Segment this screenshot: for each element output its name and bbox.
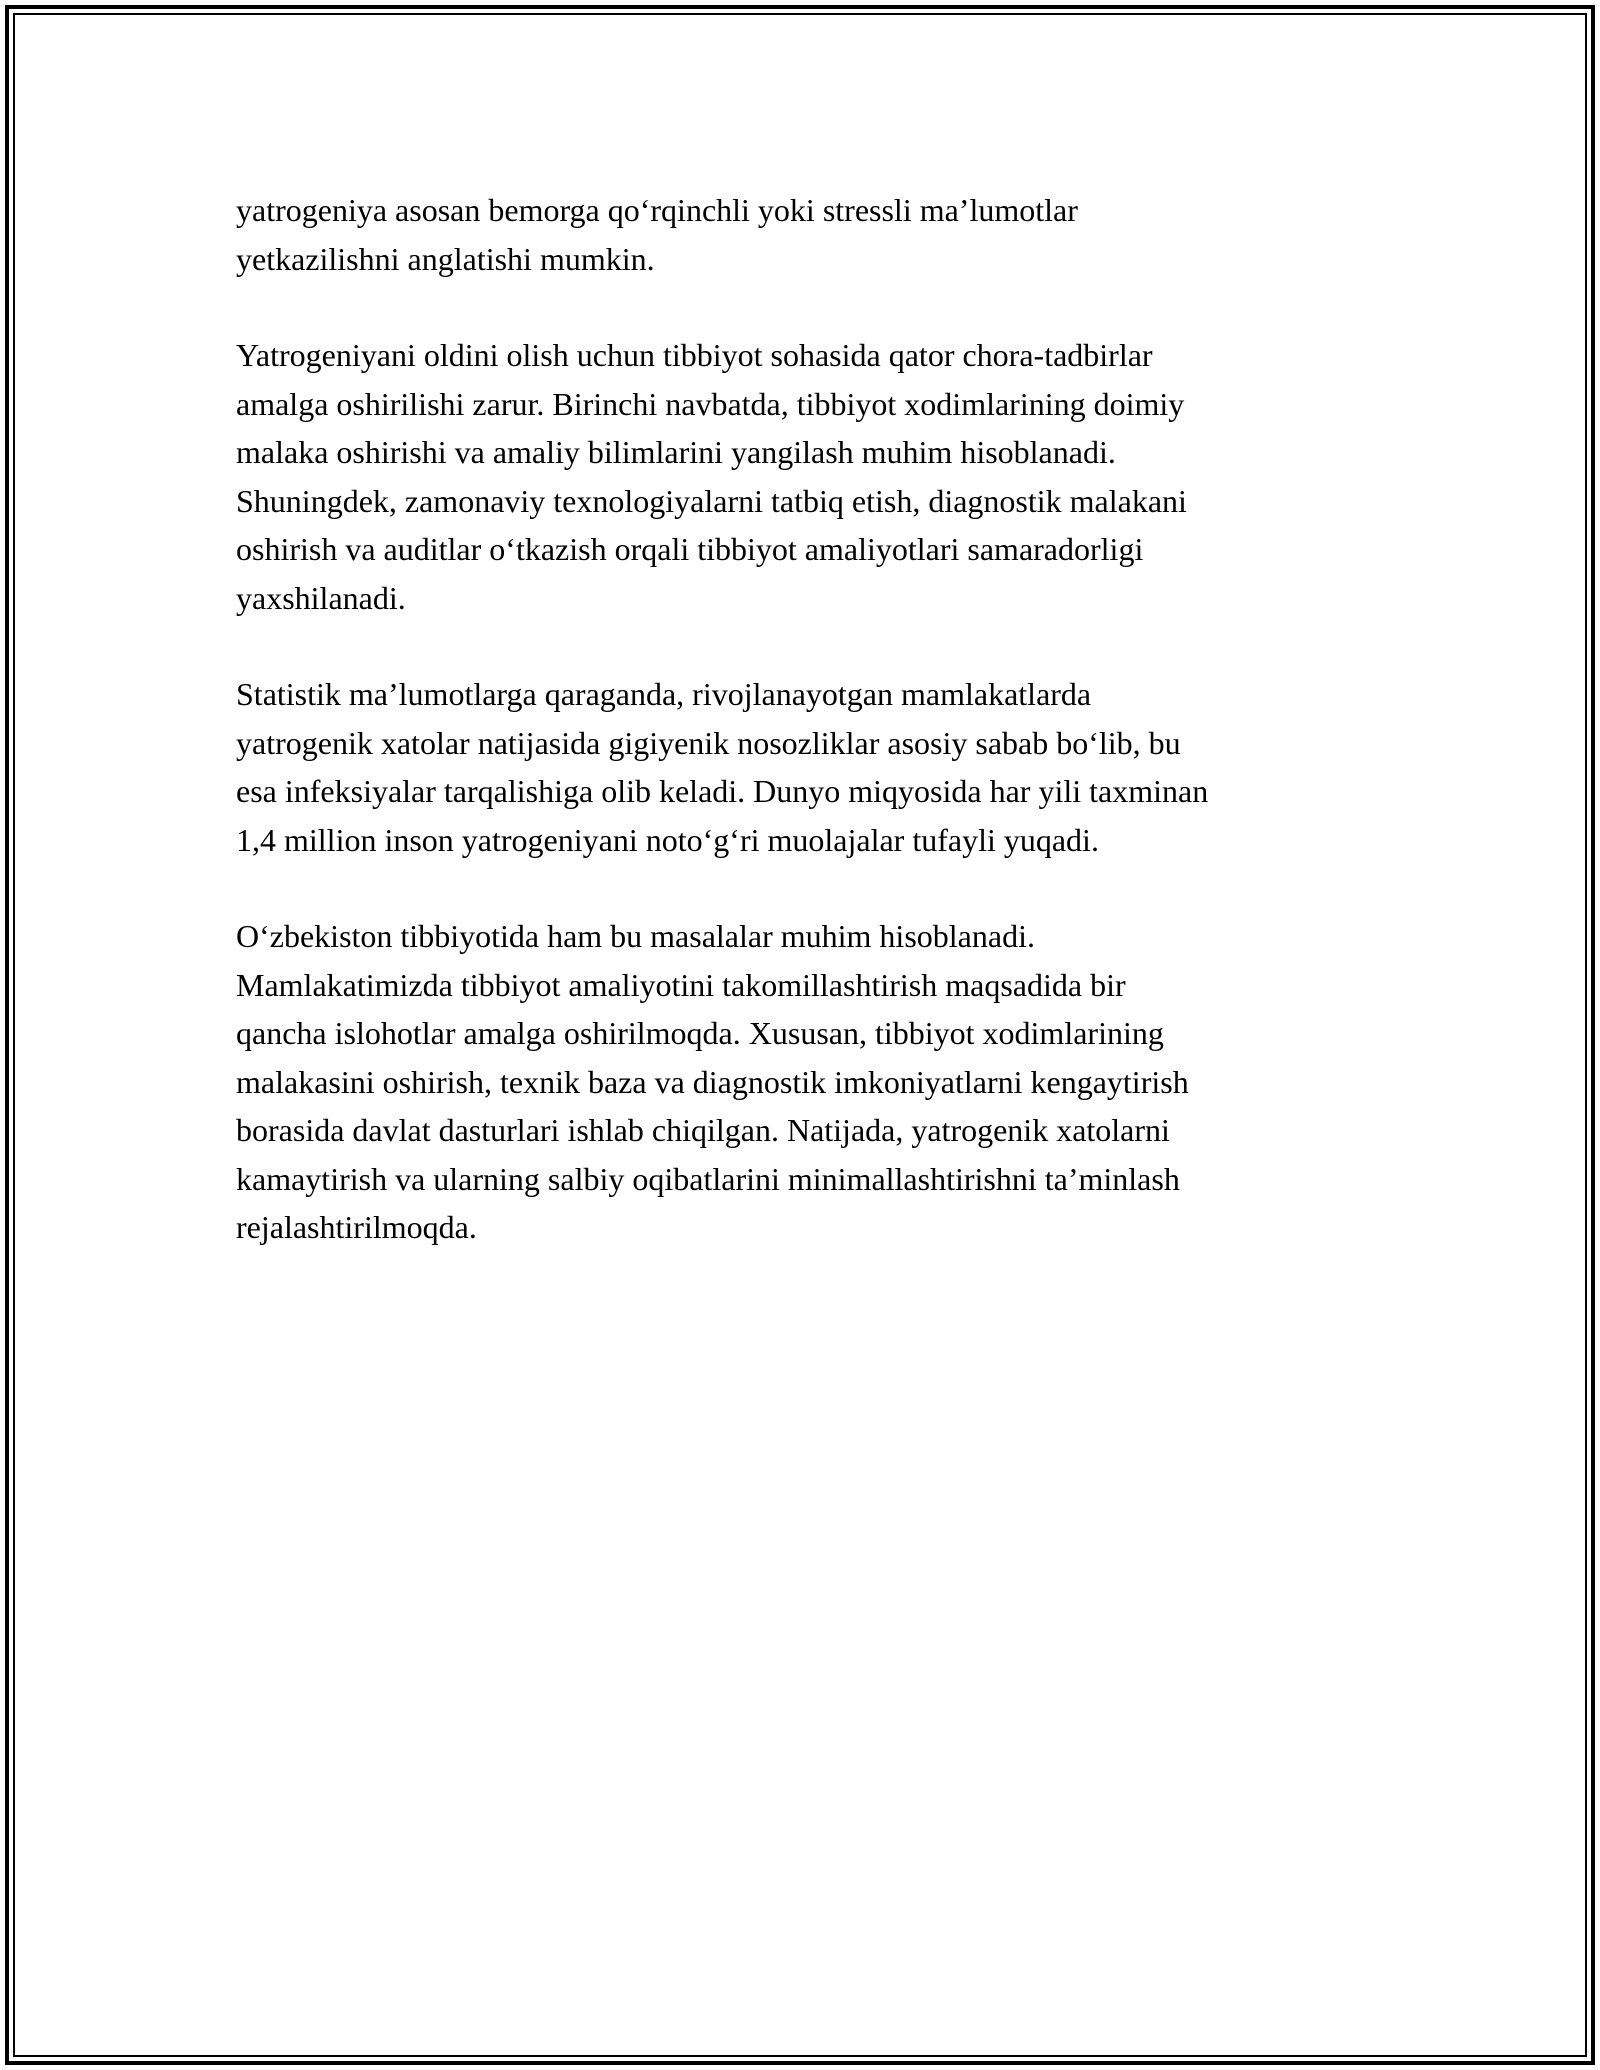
document-body <box>236 186 1366 1300</box>
paragraph-4: O‘zbekiston tibbiyotida ham bu masalalar muhim hisoblanadi. Mamlakatimizda tibbiyot amaliyotini takomillashtirish maqsadida bir qancha islohotlar amalga oshirilmoqda. Xususan, tibbiyot xodimlarining malakasini oshirish, texnik baza va diagnostik imkoniyatlarni kengaytirish borasida davlat dasturlari ishlab chiqilgan. Natijada, yatrogenik xatolarni kamaytirish va ularning salbiy oqibatlarini minimallashtirishni ta’minlash rejalashtirilmoqda. <box>236 918 1189 1245</box>
paragraph-3: Statistik ma’lumotlarga qaraganda, rivojlanayotgan mamlakatlarda yatrogenik xatolar natijasida gigiyenik nosozliklar asosiy sabab bo‘lib, bu esa infeksiyalar tarqalishiga olib keladi. Dunyo miqyosida har yili taxminan 1,4 million inson yatrogeniyani noto‘g‘ri muolajalar tufayli yuqadi. <box>236 676 1209 858</box>
paragraph-1: yatrogeniya asosan bemorga qo‘rqinchli yoki stressli ma’lumotlar yetkazilishni anglatishi mumkin. <box>236 192 1078 277</box>
paragraph-2: Yatrogeniyani oldini olish uchun tibbiyot sohasida qator chora-tadbirlar amalga oshirilishi zarur. Birinchi navbatda, tibbiyot xodimlarining doimiy malaka oshirishi va amaliy bilimlarini yangilash muhim hisoblanadi. Shuningdek, zamonaviy texnologiyalarni tatbiq etish, diagnostik malakani oshirish va auditlar o‘tkazish orqali tibbiyot amaliyotlari samaradorligi yaxshilanadi. <box>236 337 1187 616</box>
